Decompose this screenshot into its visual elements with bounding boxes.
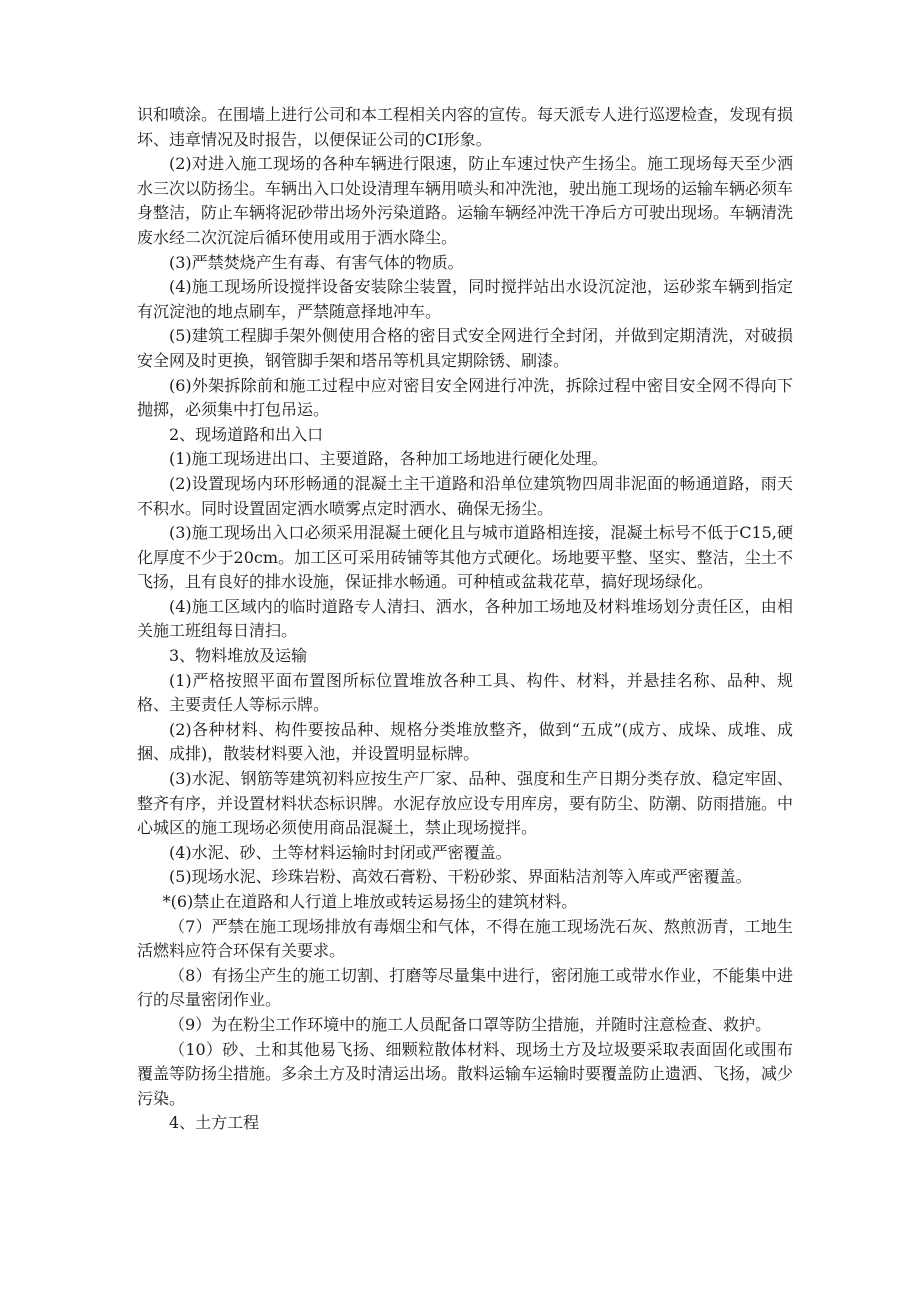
paragraph-no-burning: (3)严禁焚烧产生有毒、有害气体的物质。: [169, 252, 464, 272]
paragraph-mixing-dust-removal: (4)施工现场所设搅拌设备安装除尘装置，同时搅拌站出水设沉淀池，运砂浆车辆到指定有沉淀池的地点刷车，严禁随意择地冲车。: [137, 277, 793, 321]
section-heading-materials: 3、物料堆放及运输: [169, 646, 308, 666]
document-page: [137, 103, 793, 1136]
paragraph-cutting-grinding: （8）有扬尘产生的施工切割、打磨等尽量集中进行，密闭施工或带水作业，不能集中进行的尽量密闭作业。: [137, 965, 793, 1010]
paragraph-five-cheng: (2)各种材料、构件要按品种、规格分类堆放整齐，做到“五成”(成方、成垛、成堆、成捆、成排)，散装材料要入池，并设置明显标牌。: [137, 719, 793, 764]
paragraph-entrance-concrete: (3)施工现场出入口必须采用混凝土硬化且与城市道路相连接，混凝土标号不低于C15,硬化厚度不少于20cm。加工区可采用砖铺等其他方式硬化。场地要平整、坚实、整洁，尘土不飞扬，且有良好的排水设施，保证排水畅通。可种植或盆栽花草，搞好现场绿化。: [137, 523, 793, 592]
paragraph-vehicle-speed-limit: (2)对进入施工现场的各种车辆进行限速，防止车速过快产生扬尘。施工现场每天至少洒水三次以防扬尘。车辆出入口处设清理车辆用喷头和冲洗池，驶出施工现场的运输车辆必须车身整洁，防止车辆将泥砂带出场外污染道路。运输车辆经冲洗干净后方可驶出现场。车辆清洗废水经二次沉淀后循环使用或用于洒水降尘。: [137, 154, 794, 247]
paragraph-dust-masks: （9）为在粉尘工作环境中的施工人员配备口罩等防尘措施，并随时注意检查、救护。: [169, 1014, 772, 1034]
paragraph-ci-image: 识和喷涂。在围墙上进行公司和本工程相关内容的宣传。每天派专人进行巡逻检查，发现有损坏、违章情况及时报告，以便保证公司的CI形象。: [137, 105, 794, 149]
section-heading-roads: 2、现场道路和出入口: [169, 424, 324, 444]
paragraph-no-road-stacking: *(6)禁止在道路和人行道上堆放或转运易扬尘的建筑材料。: [162, 892, 578, 911]
paragraph-ring-road: (2)设置现场内环形畅通的混凝土主干道路和沿单位建筑物四周非泥面的畅通道路，雨天不积水。同时设置固定洒水喷雾点定时洒水、确保无扬尘。: [137, 473, 793, 518]
paragraph-scaffold-removal: (6)外架拆除前和施工过程中应对密目安全网进行冲洗，拆除过程中密目安全网不得向下抛掷，必须集中打包吊运。: [137, 375, 793, 420]
section-heading-earthwork: 4、土方工程: [169, 1113, 260, 1133]
paragraph-cement-storage: (3)水泥、钢筋等建筑初料应按生产厂家、品种、强度和生产日期分类存放、稳定牢固、整齐有序，并设置材料状态标识牌。水泥存放应设专用库房，要有防尘、防潮、防雨措施。中心城区的施工现场必须使用商品混凝土，禁止现场搅拌。: [137, 769, 794, 838]
paragraph-road-hardening: (1)施工现场进出口、主要道路，各种加工场地进行硬化处理。: [169, 449, 608, 469]
paragraph-loose-materials: （10）砂、土和其他易飞扬、细颗粒散体材料、现场土方及垃圾要采取表面固化或围布覆盖等防扬尘措施。多余土方及时清运出场。散料运输车运输时要覆盖防止遗洒、飞扬，减少污染。: [137, 1039, 794, 1108]
paragraph-material-placement: (1)严格按照平面布置图所标位置堆放各种工具、构件、材料，并悬挂名称、品种、规格、主要责任人等标示牌。: [137, 670, 793, 715]
paragraph-temporary-road-cleaning: (4)施工区域内的临时道路专人清扫、洒水，各种加工场地及材料堆场划分责任区，由相关施工班组每日清扫。: [137, 596, 793, 641]
paragraph-safety-net: (5)建筑工程脚手架外侧使用合格的密目式安全网进行全封闭，并做到定期清洗，对破损安全网及时更换，钢管脚手架和塔吊等机具定期除锈、刷漆。: [137, 326, 793, 370]
paragraph-toxic-smoke: （7）严禁在施工现场排放有毒烟尘和气体，不得在施工现场洗石灰、熬煎沥青，工地生活燃料应符合环保有关要求。: [137, 916, 793, 961]
paragraph-powder-storage: (5)现场水泥、珍珠岩粉、高效石膏粉、干粉砂浆、界面粘洁剂等入库或严密覆盖。: [169, 867, 752, 887]
paragraph-transport-cover: (4)水泥、砂、土等材料运输时封闭或严密覆盖。: [169, 842, 512, 862]
